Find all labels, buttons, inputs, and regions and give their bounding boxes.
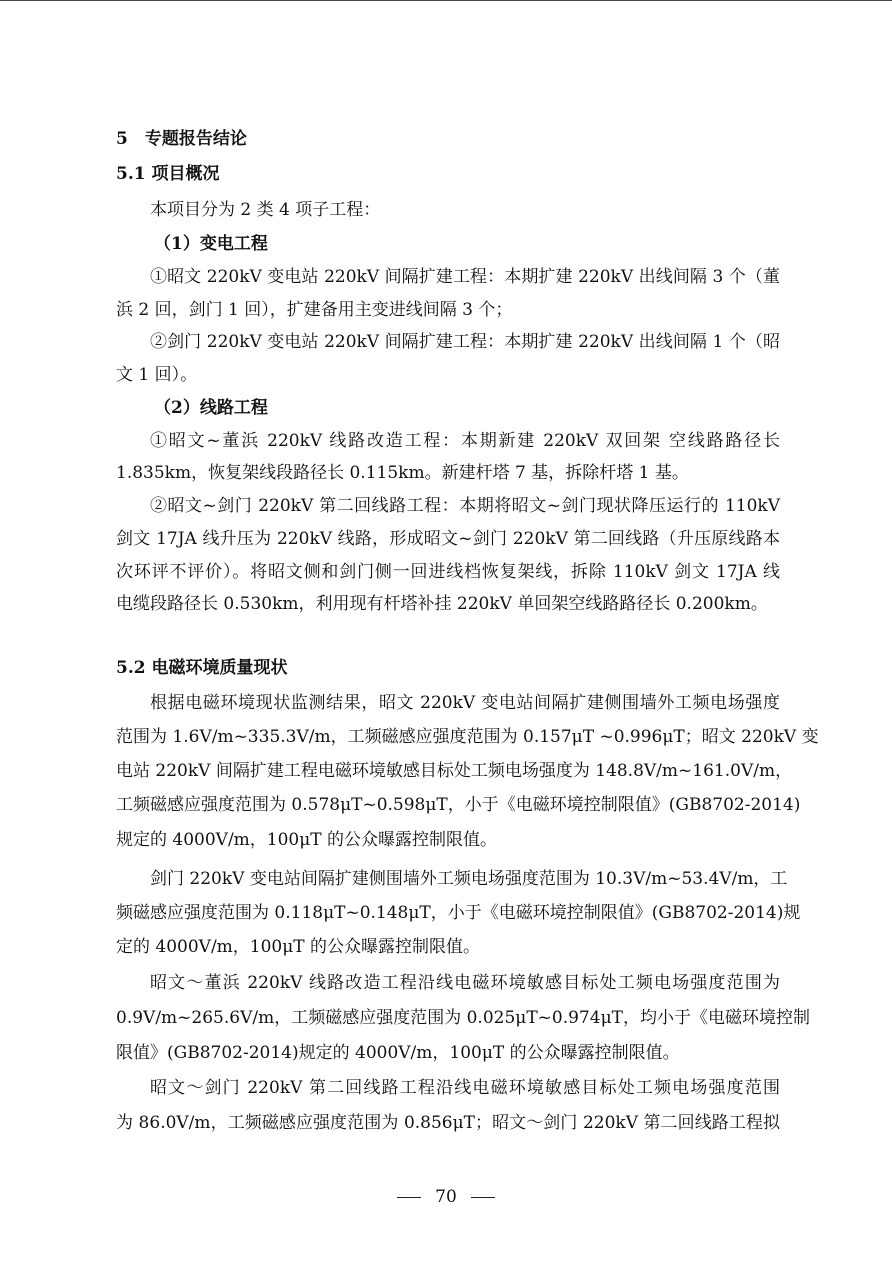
- paragraph-line: 电缆段路径长 0.530km，利用现有杆塔补挂 220kV 单回架空线路路径长 0.200km。: [116, 594, 768, 614]
- category-heading-lines: （2）线路工程: [154, 398, 268, 418]
- paragraph-line: ①昭文 220kV 变电站 220kV 间隔扩建工程：本期扩建 220kV 出线间隔 3 个（董: [150, 267, 780, 287]
- paragraph-line: ①昭文~董浜 220kV 线路改造工程：本期新建 220kV 双回架 空线路路径长: [150, 431, 780, 451]
- paragraph-line: ②剑门 220kV 变电站 220kV 间隔扩建工程：本期扩建 220kV 出线间隔 1 个（昭: [150, 332, 780, 352]
- paragraph-line: 电站 220kV 间隔扩建工程电磁环境敏感目标处工频电场强度为 148.8V/m~161.0V/m，: [116, 761, 793, 781]
- paragraph-line: 文 1 回）。: [116, 365, 198, 385]
- footer-dash-left: [397, 1197, 421, 1198]
- paragraph-line: 剑门 220kV 变电站间隔扩建侧围墙外工频电场强度范围为 10.3V/m~53.4V/m，工: [150, 869, 788, 889]
- subsection-heading-5-2: 5.2 电磁环境质量现状: [116, 658, 288, 678]
- paragraph-line: 昭文～董浜 220kV 线路改造工程沿线电磁环境敏感目标处工频电场强度范围为: [150, 973, 780, 993]
- paragraph-line: 频磁感应强度范围为 0.118μT~0.148μT，小于《电磁环境控制限值》(GB8702-2014)规: [116, 903, 801, 923]
- paragraph-line: 为 86.0V/m，工频磁感应强度范围为 0.856μT；昭文～剑门 220kV 第二回线路工程拟: [116, 1113, 780, 1133]
- page-footer: [0, 1180, 892, 1214]
- category-heading-substation: （1）变电工程: [154, 234, 268, 254]
- paragraph-line: 范围为 1.6V/m~335.3V/m，工频磁感应强度范围为 0.157μT ~0.996μT；昭文 220kV 变: [116, 727, 819, 747]
- paragraph-line: 1.835km，恢复架线段路径长 0.115km。新建杆塔 7 基，拆除杆塔 1 基。: [116, 463, 689, 483]
- intro-text: 本项目分为 2 类 4 项子工程：: [150, 200, 381, 220]
- footer-dash-right: [471, 1197, 495, 1198]
- paragraph-line: 剑文 17JA 线升压为 220kV 线路，形成昭文~剑门 220kV 第二回线路（升压原线路本: [116, 529, 780, 549]
- subsection-heading-5-1: 5.1 项目概况: [116, 164, 220, 184]
- page-number: 70: [435, 1187, 457, 1207]
- paragraph-line: 工频磁感应强度范围为 0.578μT~0.598μT，小于《电磁环境控制限值》(GB8702-2014): [116, 795, 801, 815]
- paragraph-line: 昭文～剑门 220kV 第二回线路工程沿线电磁环境敏感目标处工频电场强度范围: [150, 1078, 780, 1098]
- paragraph-line: 浜 2 回，剑门 1 回），扩建备用主变进线间隔 3 个；: [116, 300, 513, 320]
- paragraph-line: 限值》(GB8702-2014)规定的 4000V/m，100μT 的公众曝露控制限值。: [116, 1043, 680, 1063]
- page-top-border: [0, 0, 892, 1]
- paragraph-line: 根据电磁环境现状监测结果，昭文 220kV 变电站间隔扩建侧围墙外工频电场强度: [150, 693, 780, 713]
- paragraph-line: 规定的 4000V/m，100μT 的公众曝露控制限值。: [116, 830, 498, 850]
- paragraph-line: 次环评不评价）。将昭文侧和剑门侧一回进线档恢复架线，拆除 110kV 剑文 17JA 线: [116, 562, 780, 582]
- paragraph-line: ②昭文~剑门 220kV 第二回线路工程：本期将昭文~剑门现状降压运行的 110kV: [150, 496, 780, 516]
- section-heading: 5 专题报告结论: [116, 129, 247, 149]
- paragraph-line: 定的 4000V/m，100μT 的公众曝露控制限值。: [116, 937, 481, 957]
- paragraph-line: 0.9V/m~265.6V/m，工频磁感应强度范围为 0.025μT~0.974μT，均小于《电磁环境控制: [116, 1008, 810, 1028]
